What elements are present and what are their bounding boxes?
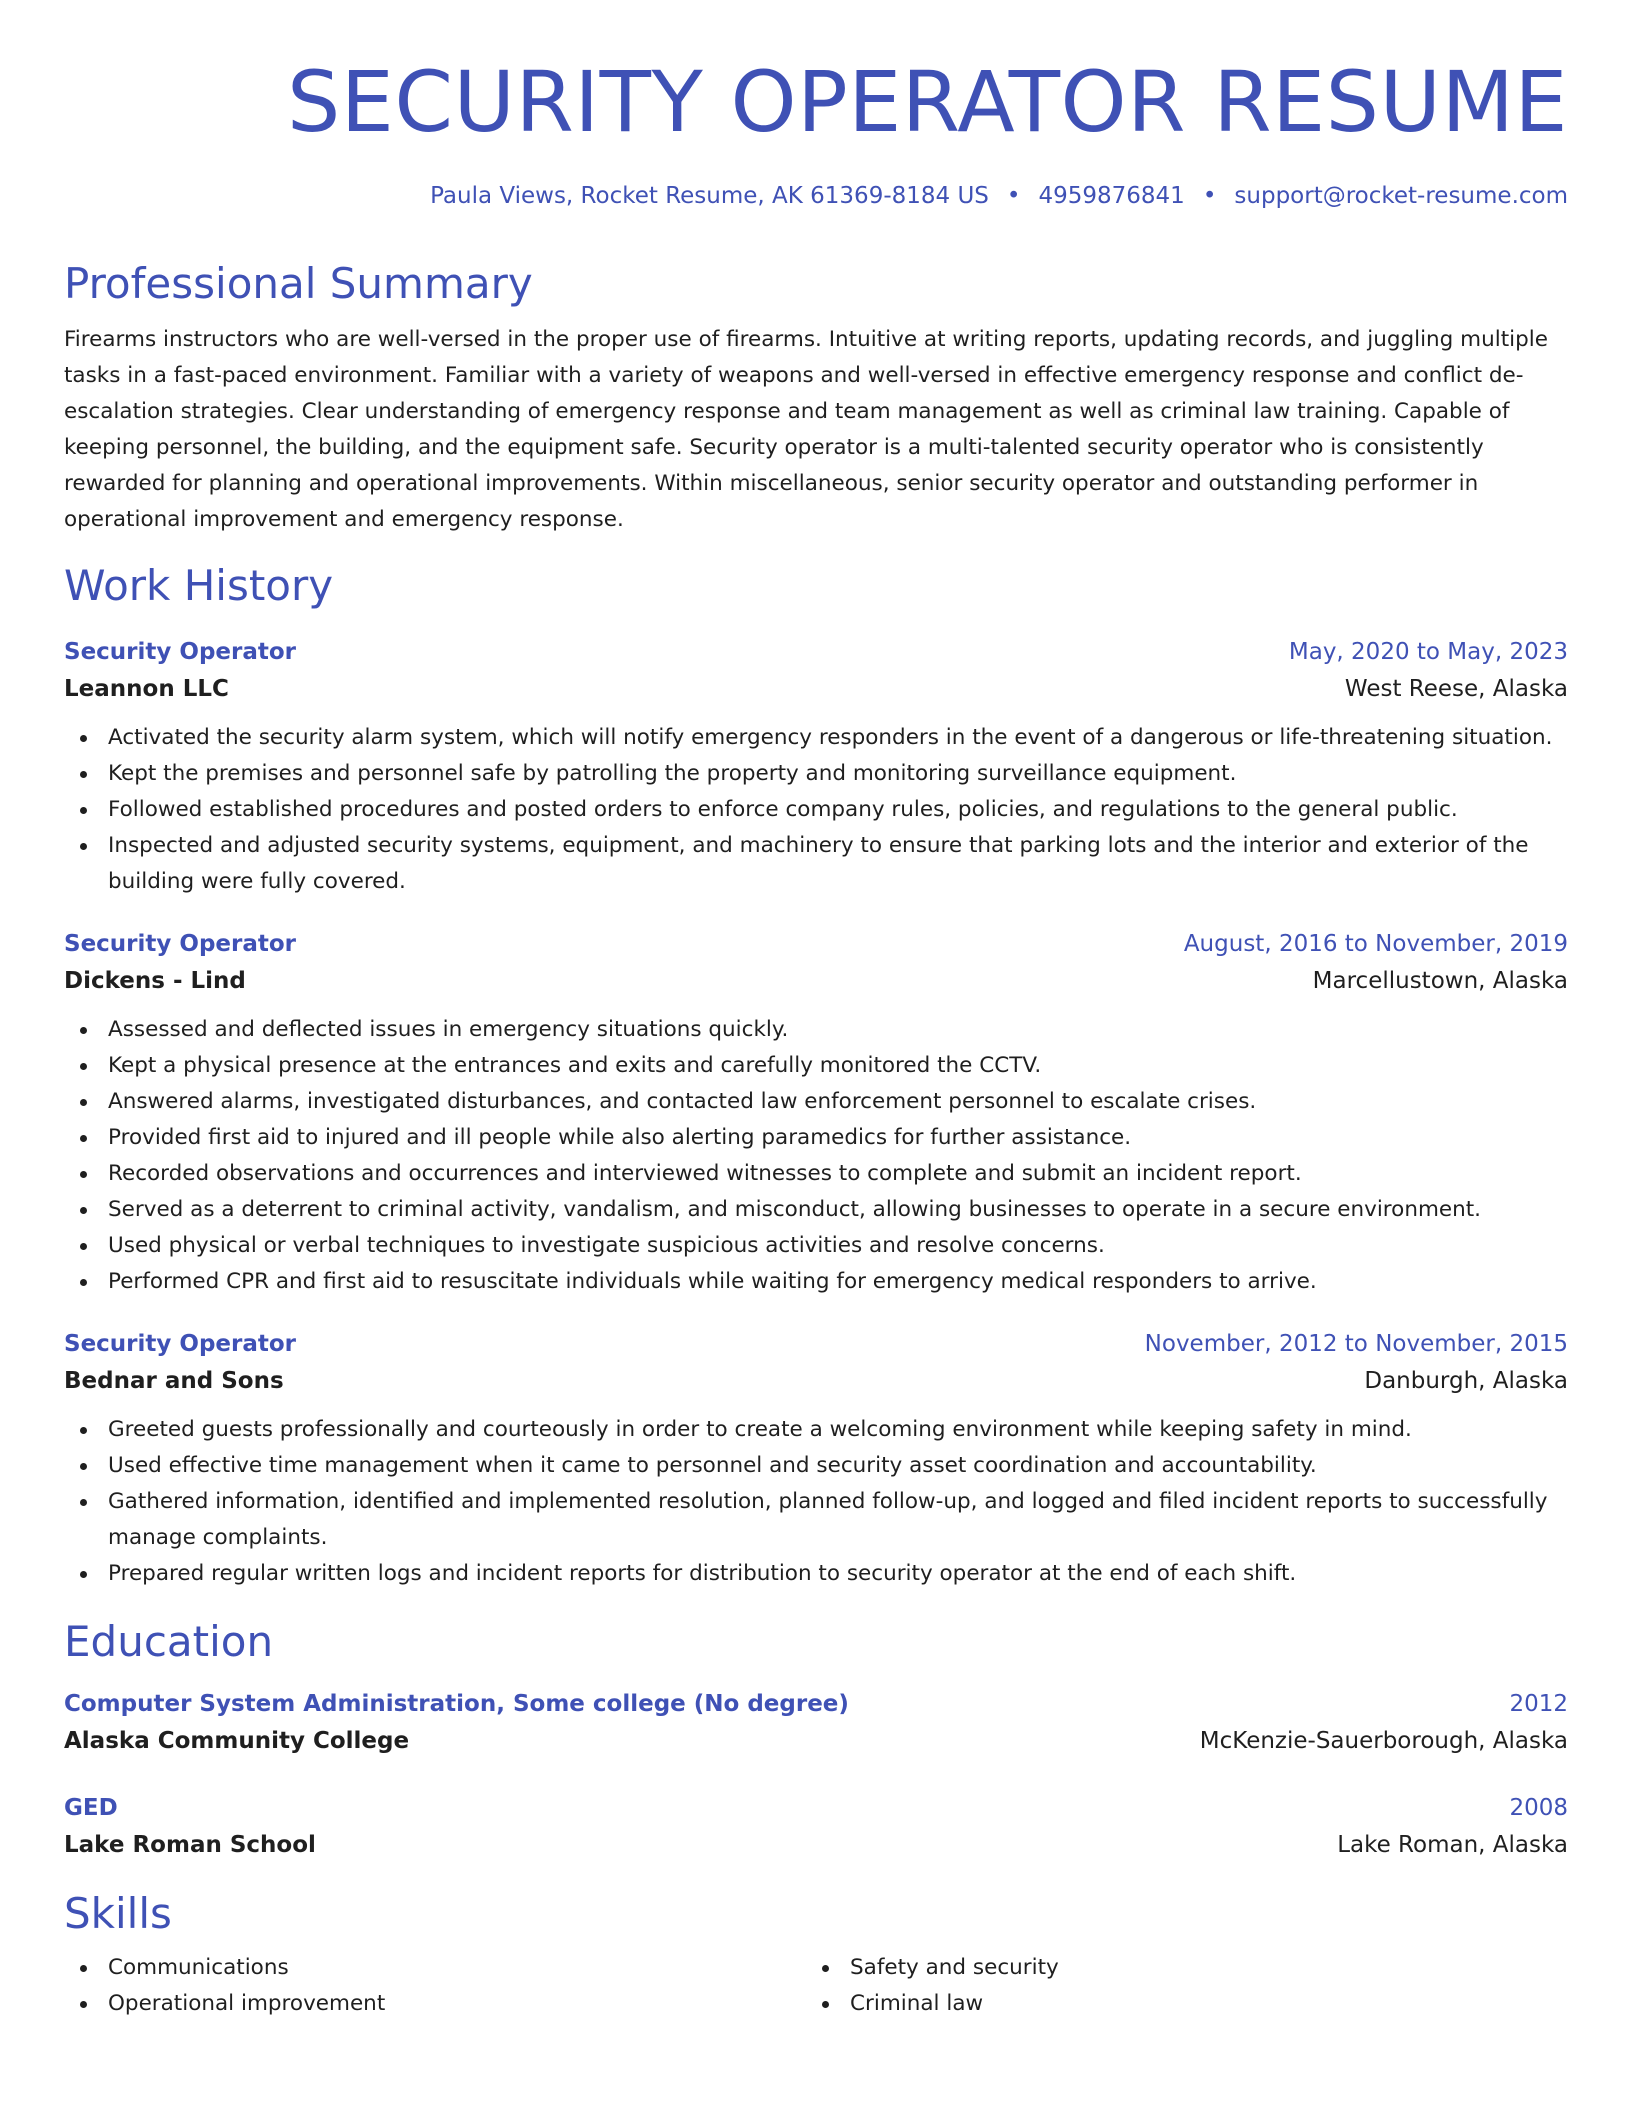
contact-separator: • — [1202, 183, 1217, 209]
summary-heading: Professional Summary — [64, 259, 533, 308]
contact-phone: 4959876841 — [1038, 183, 1185, 209]
job-bullets — [64, 1012, 1568, 1300]
skill-item: Operational improvement — [64, 1986, 806, 2022]
education-location: McKenzie-Sauerborough, Alaska — [1199, 1728, 1568, 1754]
resume-header — [64, 0, 1568, 212]
skills-column-right — [806, 1950, 1548, 2022]
job-entry — [64, 926, 1568, 1300]
resume-page — [64, 0, 1568, 2112]
job-company: Bednar and Sons — [64, 1368, 284, 1394]
skills-heading: Skills — [64, 1889, 172, 1938]
job-bullet: Served as a deterrent to criminal activity, vandalism, and misconduct, allowing businesses to operate in a secure environment. — [64, 1192, 1568, 1228]
education-heading: Education — [64, 1617, 274, 1666]
job-bullet: Gathered information, identified and implemented resolution, planned follow-up, and logged and filed incident reports to successfully manage complaints. — [64, 1484, 1568, 1556]
skills-column-left — [64, 1950, 806, 2022]
job-bullet: Used physical or verbal techniques to investigate suspicious activities and resolve concerns. — [64, 1228, 1568, 1264]
job-bullet: Greeted guests professionally and courteously in order to create a welcoming environment while keeping safety in mind. — [64, 1412, 1568, 1448]
job-bullet: Prepared regular written logs and incident reports for distribution to security operator at the end of each shift. — [64, 1556, 1568, 1592]
job-bullet: Used effective time management when it came to personnel and security asset coordination and accountability. — [64, 1448, 1568, 1484]
job-location: Danburgh, Alaska — [1364, 1368, 1568, 1394]
education-year: 2012 — [1509, 1691, 1568, 1717]
job-role: Security Operator — [64, 1331, 297, 1357]
job-location: Marcellustown, Alaska — [1312, 968, 1568, 994]
contact-email: support@rocket-resume.com — [1234, 183, 1568, 209]
resume-title: SECURITY OPERATOR RESUME — [286, 53, 1568, 151]
skill-item: Communications — [64, 1950, 806, 1986]
job-bullets — [64, 1412, 1568, 1592]
contact-address: Paula Views, Rocket Resume, AK 61369-8184 US — [430, 183, 989, 209]
education-year: 2008 — [1509, 1795, 1568, 1821]
education-entry — [64, 1686, 1568, 1760]
skills-list — [64, 1950, 1568, 2022]
job-dates: May, 2020 to May, 2023 — [1288, 639, 1568, 665]
job-bullet: Kept a physical presence at the entrances and exits and carefully monitored the CCTV. — [64, 1048, 1568, 1084]
job-company: Dickens - Lind — [64, 968, 246, 994]
job-entry — [64, 634, 1568, 900]
contact-line — [64, 180, 1568, 212]
job-role: Security Operator — [64, 931, 297, 957]
job-dates: November, 2012 to November, 2015 — [1144, 1331, 1568, 1357]
job-bullet: Answered alarms, investigated disturbances, and contacted law enforcement personnel to escalate crises. — [64, 1084, 1568, 1120]
job-bullet: Activated the security alarm system, which will notify emergency responders in the event of a dangerous or life-threatening situation. — [64, 720, 1568, 756]
education-degree: Computer System Administration, Some college (No degree) — [64, 1691, 849, 1717]
contact-separator: • — [1006, 183, 1021, 209]
education-degree: GED — [64, 1795, 118, 1821]
job-location: West Reese, Alaska — [1344, 676, 1568, 702]
job-bullet: Inspected and adjusted security systems, equipment, and machinery to ensure that parking lots and the interior and exterior of the building were fully covered. — [64, 828, 1568, 900]
job-bullet: Followed established procedures and posted orders to enforce company rules, policies, and regulations to the general public. — [64, 792, 1568, 828]
job-bullet: Recorded observations and occurrences and interviewed witnesses to complete and submit an incident report. — [64, 1156, 1568, 1192]
skill-item: Safety and security — [806, 1950, 1548, 1986]
job-role: Security Operator — [64, 639, 297, 665]
education-entry — [64, 1790, 1568, 1864]
education-school: Lake Roman School — [64, 1832, 316, 1858]
job-bullet: Kept the premises and personnel safe by patrolling the property and monitoring surveillance equipment. — [64, 756, 1568, 792]
job-bullets — [64, 720, 1568, 900]
job-company: Leannon LLC — [64, 676, 229, 702]
skill-item: Criminal law — [806, 1986, 1548, 2022]
job-dates: August, 2016 to November, 2019 — [1183, 931, 1568, 957]
job-bullet: Assessed and deflected issues in emergency situations quickly. — [64, 1012, 1568, 1048]
job-entry — [64, 1326, 1568, 1592]
job-bullet: Provided first aid to injured and ill people while also alerting paramedics for further assistance. — [64, 1120, 1568, 1156]
education-location: Lake Roman, Alaska — [1337, 1832, 1568, 1858]
summary-text: Firearms instructors who are well-versed in the proper use of firearms. Intuitive at writing reports, updating records, and juggling multiple tasks in a fast-paced environment. Familiar with a variety of weapons and well-versed in effective emergency response and conflict de-escalation strategies. Clear understanding of emergency response and team management as well as criminal law training. Capable of keeping personnel, the building, and the equipment safe. Security operator is a multi-talented security operator who is consistently rewarded for planning and operational improvements. Within miscellaneous, senior security operator and outstanding performer in operational improvement and emergency response. — [64, 327, 1548, 532]
work-history-heading: Work History — [64, 561, 334, 610]
job-bullet: Performed CPR and first aid to resuscitate individuals while waiting for emergency medical responders to arrive. — [64, 1264, 1568, 1300]
education-school: Alaska Community College — [64, 1728, 410, 1754]
